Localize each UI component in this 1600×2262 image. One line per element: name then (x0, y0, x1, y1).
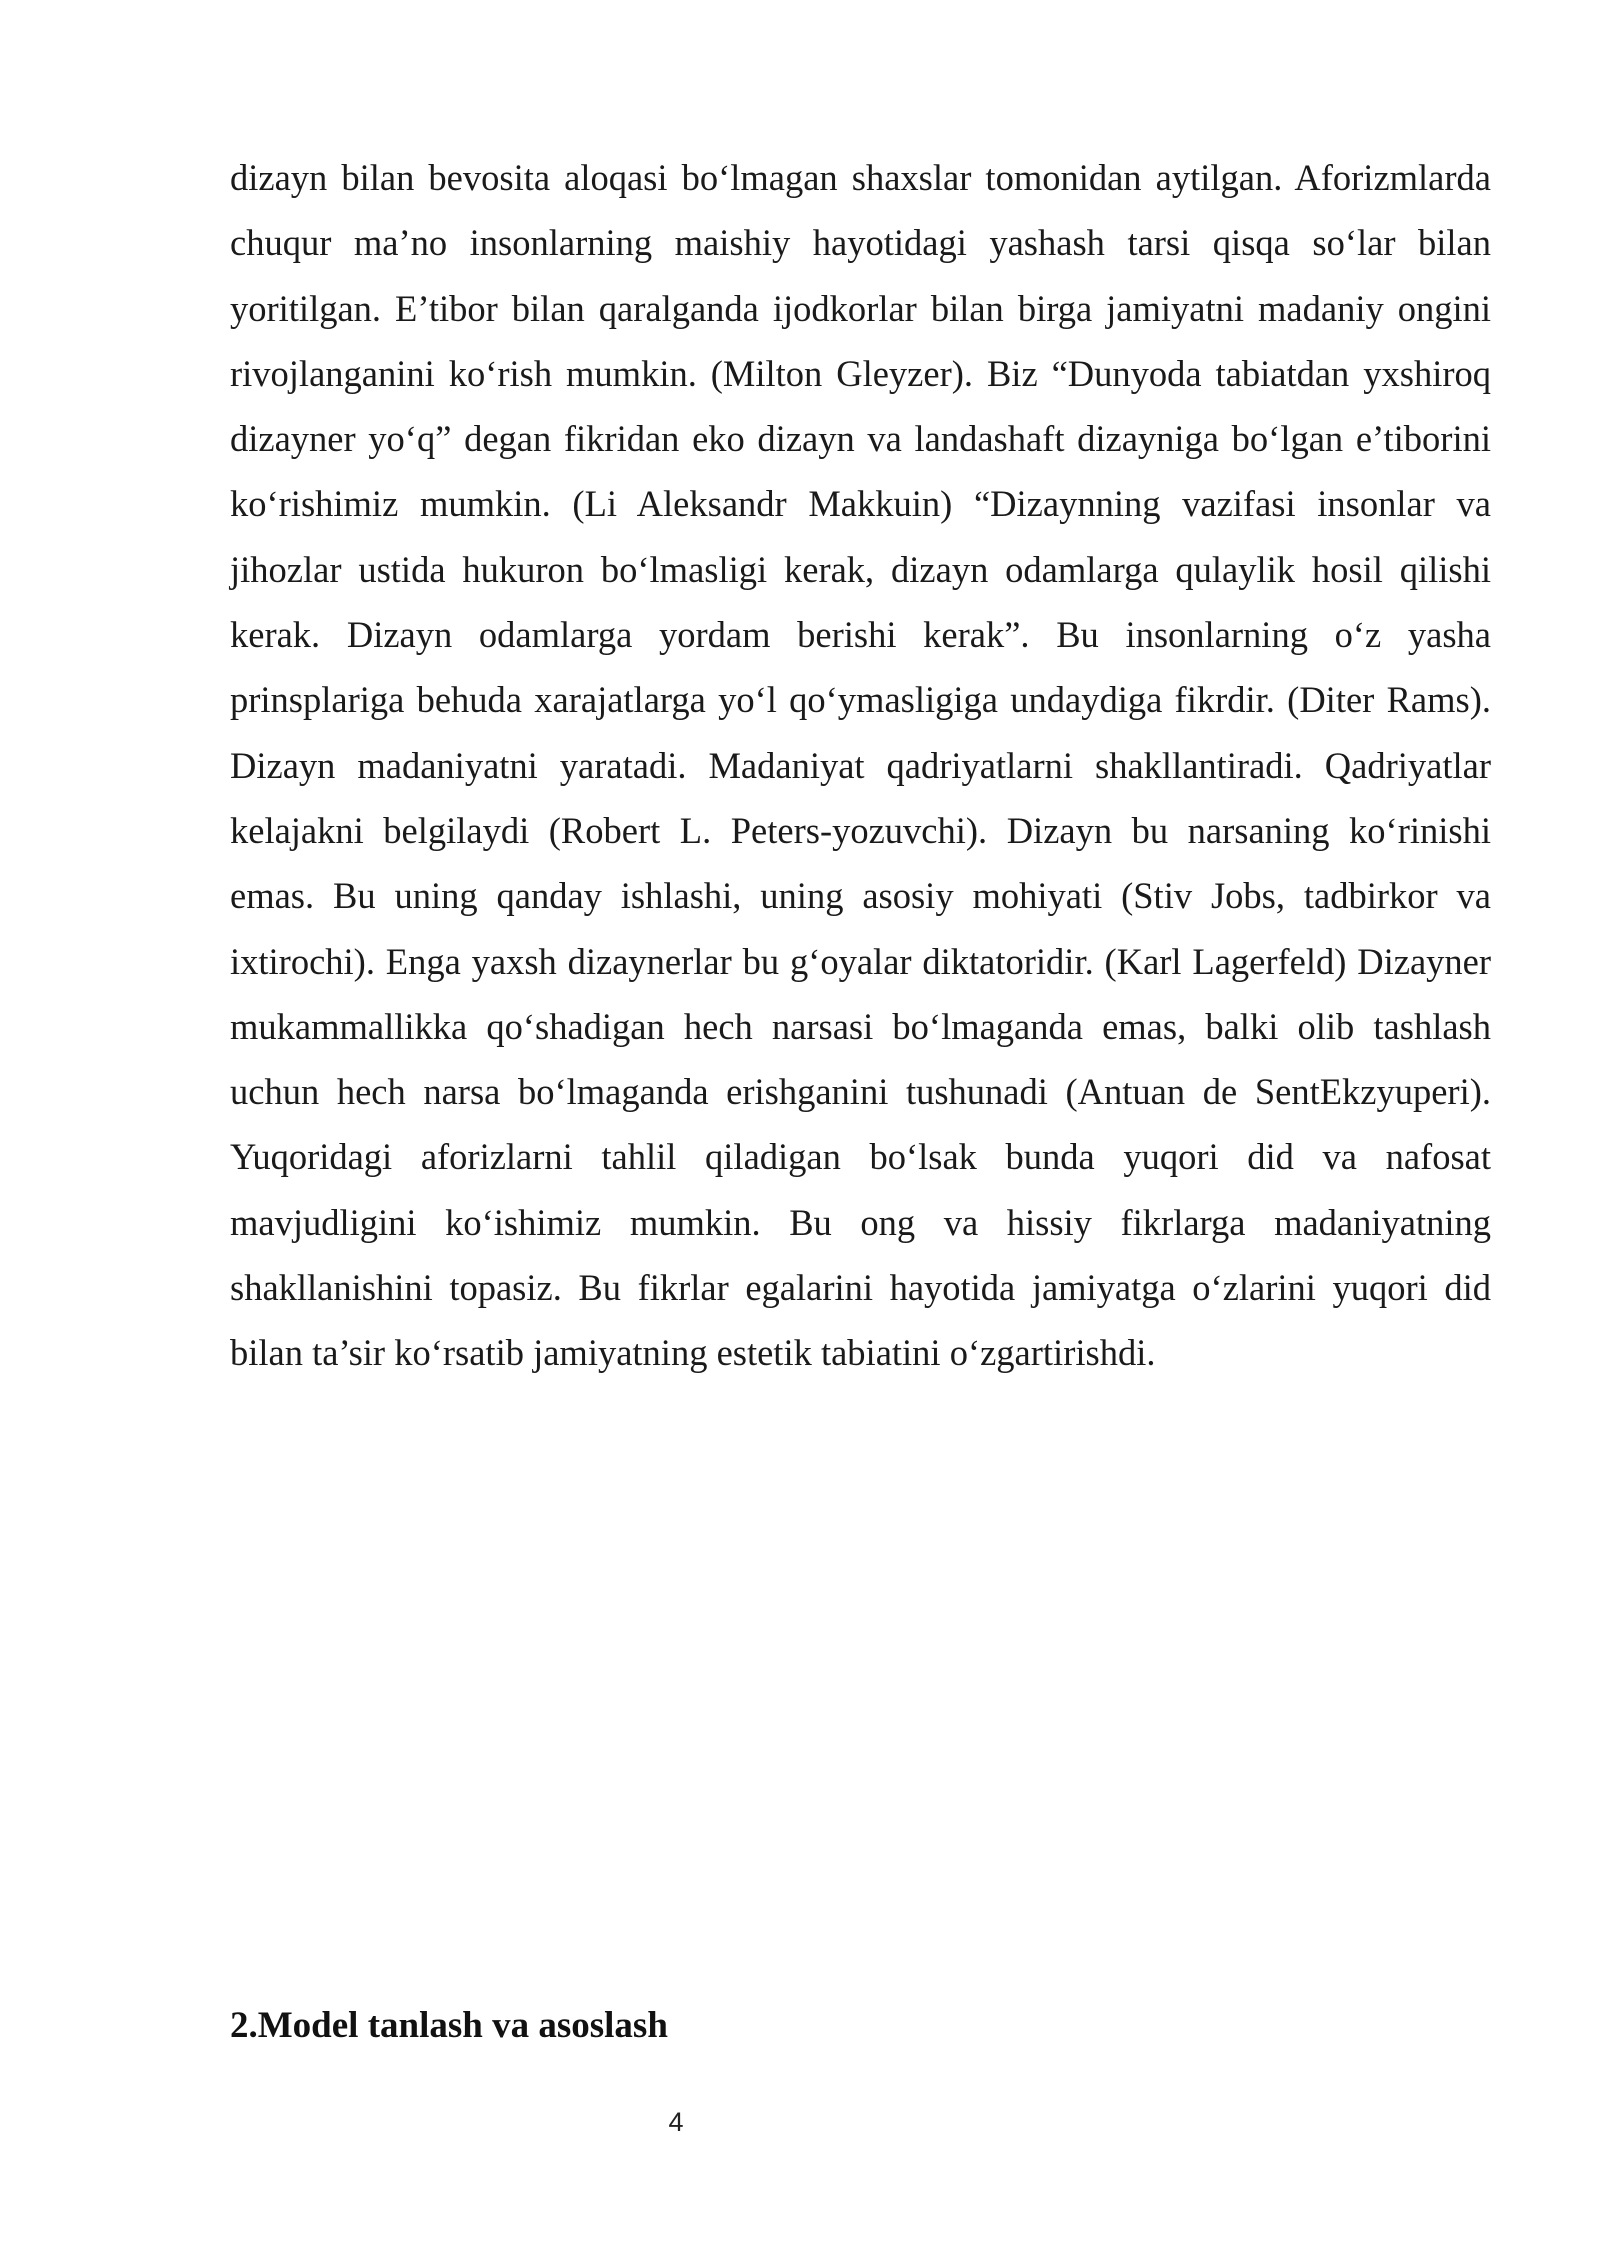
section-heading: 2.Model tanlash va asoslash (230, 2005, 668, 2046)
page-number: 4 (668, 2107, 684, 2137)
body-paragraph: dizayn bilan bevosita aloqasi bo‘lmagan shaxslar tomonidan aytilgan. Aforizmlarda chuqur ma’no insonlarning maishiy hayotidagi yashash tarsi qisqa so‘lar bilan yoritilgan. E’tibor bilan qaralganda ijodkorlar bilan birga jamiyatni madaniy ongini rivojlanganini ko‘rish mumkin. (Milton Gleyzer). Biz “Dunyoda tabiatdan yxshiroq dizayner yo‘q” degan fikridan eko dizayn va landashaft dizayniga bo‘lgan e’tiborini ko‘rishimiz mumkin. (Li Aleksandr Makkuin) “Dizaynning vazifasi insonlar va jihozlar ustida hukuron bo‘lmasligi kerak, dizayn odamlarga qulaylik hosil qilishi kerak. Dizayn odamlarga yordam berishi kerak”. Bu insonlarning o‘z yasha prinsplariga behuda xarajatlarga yo‘l qo‘ymasligiga undaydiga fikrdir. (Diter Rams). Dizayn madaniyatni yaratadi. Madaniyat qadriyatlarni shakllantiradi. Qadriyatlar kelajakni belgilaydi (Robert L. Peters-yozuvchi). Dizayn bu narsaning ko‘rinishi emas. Bu uning qanday ishlashi, uning asosiy mohiyati (Stiv Jobs, tadbirkor va ixtirochi). Enga yaxsh dizaynerlar bu g‘oyalar diktatoridir. (Karl Lagerfeld) Dizayner mukammallikka qo‘shadigan hech narsasi bo‘lmaganda emas, balki olib tashlash uchun hech narsa bo‘lmaganda erishganini tushunadi (Antuan de SentEkzyuperi). Yuqoridagi aforizlarni tahlil qiladigan bo‘lsak bunda yuqori did va nafosat mavjudligini ko‘ishimiz mumkin. Bu ong va hissiy fikrlarga madaniyatning shakllanishini topasiz. Bu fikrlar egalarini hayotida jamiyatga o‘zlarini yuqori did bilan ta’sir ko‘rsatib jamiyatning estetik tabiatini o‘zgartirishdi. (230, 157, 1491, 1374)
